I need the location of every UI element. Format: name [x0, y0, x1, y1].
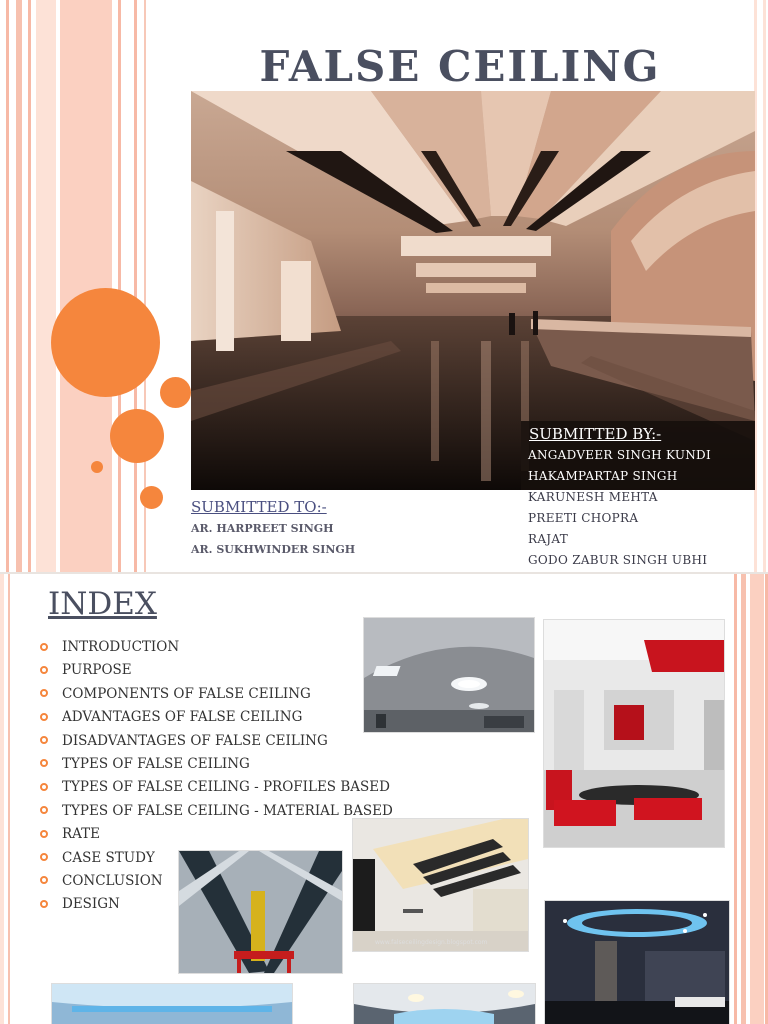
submitted-by-label: SUBMITTED BY [529, 425, 652, 443]
watermark-text: www.falseceilingdesign.blogspot.com [375, 939, 488, 946]
index-item-label: TYPES OF FALSE CEILING - MATERIAL BASED [62, 802, 393, 819]
index-slide [0, 574, 768, 1024]
decorative-stripe [8, 574, 10, 1024]
bullet-icon [40, 876, 48, 884]
ceiling-photo-grey [363, 617, 535, 733]
decorative-circle [140, 486, 163, 509]
index-item-label: CONCLUSION [62, 872, 163, 889]
index-item [40, 636, 393, 659]
submitted-by-name: RAJAT [528, 532, 569, 546]
index-item-label: DISADVANTAGES OF FALSE CEILING [62, 732, 328, 749]
bullet-icon [40, 806, 48, 814]
ceiling-photo-living-room [543, 619, 725, 848]
bullet-icon [40, 643, 48, 651]
ceiling-photo-bottom-middle [353, 983, 536, 1024]
submitted-to-heading [191, 498, 327, 516]
bullet-icon [40, 853, 48, 861]
submitted-to-suffix: :- [316, 498, 327, 516]
decorative-stripe [741, 574, 746, 1024]
submitted-by-list [528, 445, 711, 571]
submitted-by-name: PREETI CHOPRA [528, 511, 639, 525]
index-item-label: DESIGN [62, 896, 120, 913]
submitted-by-name: ANGADVEER SINGH KUNDI [528, 448, 712, 462]
bullet-icon [40, 830, 48, 838]
bullet-icon [40, 713, 48, 721]
index-item [40, 776, 393, 799]
decorative-stripe [118, 0, 121, 574]
index-item [40, 706, 393, 729]
ceiling-photo-scaffold [178, 850, 343, 974]
submitted-by-heading [529, 425, 661, 443]
bullet-icon [40, 736, 48, 744]
submitted-to-list [191, 518, 355, 560]
submitted-to-name: AR. HARPREET SINGH [191, 522, 334, 535]
decorative-stripe [16, 0, 22, 574]
decorative-stripe [134, 0, 137, 574]
index-item [40, 823, 393, 846]
hero-image [191, 91, 755, 490]
ceiling-photo-bottom-left [51, 983, 293, 1024]
decorative-stripe [60, 0, 112, 574]
decorative-stripe [734, 574, 737, 1024]
decorative-stripe [6, 0, 9, 574]
index-item [40, 753, 393, 776]
decorative-circle [110, 409, 164, 463]
bullet-icon [40, 689, 48, 697]
index-item [40, 800, 393, 823]
index-item-label: TYPES OF FALSE CEILING - PROFILES BASED [62, 779, 390, 796]
index-item-label: TYPES OF FALSE CEILING [62, 755, 250, 772]
index-item-label: ADVANTAGES OF FALSE CEILING [62, 709, 303, 726]
decorative-circle [91, 461, 103, 473]
index-item-label: RATE [62, 826, 101, 843]
submitted-to-name: AR. SUKHWINDER SINGH [191, 543, 356, 556]
submitted-by-suffix: :- [651, 425, 662, 443]
index-item-label: COMPONENTS OF FALSE CEILING [62, 685, 311, 702]
index-item-label: PURPOSE [62, 662, 132, 679]
decorative-circle [160, 377, 191, 408]
index-title: INDEX [48, 586, 157, 622]
bullet-icon [40, 666, 48, 674]
index-item [40, 683, 393, 706]
ceiling-photo [191, 91, 755, 490]
bullet-icon [40, 759, 48, 767]
index-item [40, 730, 393, 753]
ceiling-photo-blue-lights [544, 900, 730, 1024]
decorative-stripe [763, 0, 766, 574]
index-item-label: INTRODUCTION [62, 639, 180, 655]
ceiling-photo-beams [352, 818, 529, 952]
decorative-stripe [36, 0, 56, 574]
slide-title: FALSE CEILING [259, 42, 661, 91]
bullet-icon [40, 783, 48, 791]
submitted-by-name: KARUNESH MEHTA [528, 490, 658, 504]
submitted-by-name: HAKAMPARTAP SINGH [528, 469, 678, 483]
index-item-label: CASE STUDY [62, 849, 155, 866]
decorative-circle-large [51, 288, 160, 397]
decorative-stripe [28, 0, 31, 574]
decorative-stripe [0, 574, 4, 1024]
submitted-to-label: SUBMITTED TO [191, 498, 317, 516]
decorative-stripe [750, 574, 764, 1024]
bullet-icon [40, 900, 48, 908]
submitted-by-name: GODO ZABUR SINGH UBHI [528, 553, 708, 567]
index-item [40, 659, 393, 682]
